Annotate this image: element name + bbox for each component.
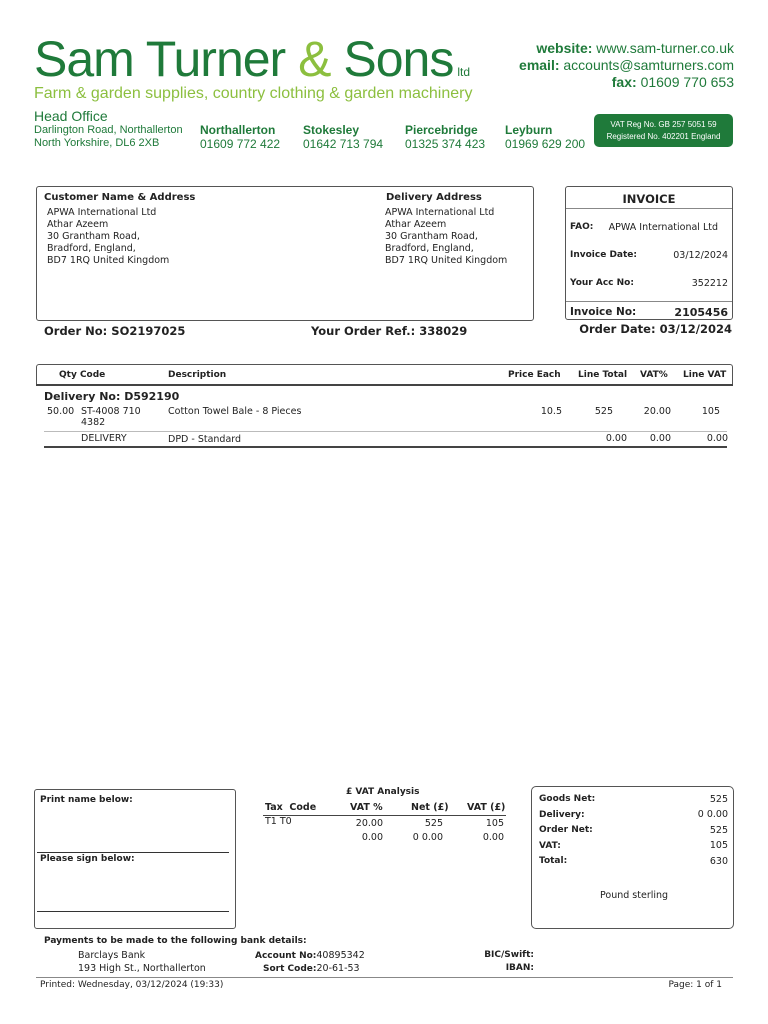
delivery-number-value: D592190 — [124, 390, 180, 403]
vat-header-tax-code: Tax Code — [265, 802, 317, 813]
printed-timestamp: Printed: Wednesday, 03/12/2024 (19:33) — [40, 980, 224, 990]
header-price-each: Price Each — [508, 370, 561, 380]
header-vat-pct: VAT% — [640, 370, 668, 380]
customer-address-line: APWA International Ltd — [47, 207, 157, 218]
print-name-label: Print name below: — [40, 795, 133, 805]
website-line — [536, 40, 734, 56]
branch-phone: 01325 374 423 — [405, 137, 486, 151]
branch-name: Stokesley — [303, 123, 360, 137]
head-office-line1: Darlington Road, Northallerton — [34, 124, 183, 136]
header-description: Description — [168, 370, 227, 380]
branch-phone: 01969 629 200 — [505, 137, 586, 151]
vat-row-net: 0 0.00 — [412, 832, 443, 843]
website-label: website: — [536, 40, 593, 56]
account-number-label: Account No: — [255, 951, 317, 961]
head-office-title: Head Office — [34, 108, 108, 124]
vat-row-vat-pct: 20.00 — [355, 818, 383, 829]
grand-total-value: 630 — [709, 856, 728, 867]
table-header — [36, 364, 733, 384]
head-office-line2: North Yorkshire, DL6 2XB — [34, 137, 160, 149]
row-description: Cotton Towel Bale - 8 Pieces — [168, 406, 302, 417]
signature-box — [34, 789, 236, 929]
account-no-value: 352212 — [691, 278, 728, 289]
row-code: ST-4008 710 — [81, 406, 141, 417]
order-date — [579, 322, 732, 336]
order-ref-value: 338029 — [419, 324, 468, 338]
delivery-label: Delivery: — [539, 810, 585, 820]
branch-name: Piercebridge — [405, 123, 478, 137]
order-net-value: 525 — [709, 825, 728, 836]
email-link[interactable]: accounts@samturners.com — [563, 57, 734, 73]
bic-swift-label: BIC/Swift: — [484, 950, 534, 960]
vat-analysis-title: £ VAT Analysis — [346, 787, 420, 797]
invoice-no-label: Invoice No: — [570, 306, 637, 318]
invoice-title: INVOICE — [622, 192, 676, 206]
invoice-no-value: 2105456 — [674, 306, 728, 319]
row-vat-pct: 20.00 — [643, 406, 671, 417]
delivery-address-label: Delivery Address — [386, 192, 482, 203]
sort-code — [263, 963, 360, 974]
branch-name: Northallerton — [200, 123, 276, 137]
vat-header-net: Net (£) — [411, 802, 449, 813]
branch-stokesley — [303, 123, 383, 151]
order-date-label: Order Date: — [579, 322, 656, 336]
order-date-value: 03/12/2024 — [659, 322, 732, 336]
fax-label: fax: — [611, 74, 637, 90]
company-tagline: Farm & garden supplies, country clothing & garden machinery — [34, 85, 473, 102]
sign-label: Please sign below: — [40, 854, 135, 864]
account-number-value: 40895342 — [316, 950, 365, 961]
order-ref-label: Your Order Ref.: — [311, 324, 416, 338]
account-number — [255, 950, 365, 961]
order-net-label: Order Net: — [539, 825, 593, 835]
fao-value: APWA International Ltd — [608, 222, 718, 233]
bank-heading: Payments to be made to the following bank details: — [44, 936, 307, 946]
website-link[interactable]: www.sam-turner.co.uk — [596, 40, 734, 56]
vat-header-vat: VAT (£) — [467, 802, 506, 813]
header-qty-code: Qty Code — [59, 370, 106, 380]
order-number — [44, 324, 185, 338]
bank-name: Barclays Bank — [78, 950, 146, 961]
vat-row-net: 525 — [424, 818, 443, 829]
vat-row-tax-code: T1 T0 — [265, 816, 292, 827]
row-line-vat: 0.00 — [706, 433, 728, 444]
row-qty: 50.00 — [47, 406, 75, 417]
sort-code-label: Sort Code: — [263, 964, 317, 974]
goods-net-value: 525 — [709, 794, 728, 805]
delivery-value: 0 0.00 — [697, 809, 728, 820]
vat-total-value: 105 — [709, 840, 728, 851]
customer-address-line: Bradford, England, — [47, 243, 136, 254]
grand-total-label: Total: — [539, 856, 568, 866]
row-line-total: 525 — [594, 406, 613, 417]
row-line-vat: 105 — [701, 406, 720, 417]
account-no-label: Your Acc No: — [570, 278, 634, 288]
vat-registration-badge — [594, 114, 733, 147]
print-name-line[interactable] — [37, 852, 229, 853]
row-code: DELIVERY — [81, 433, 127, 444]
row-vat-pct: 0.00 — [649, 433, 671, 444]
fax-number: 01609 770 653 — [640, 74, 734, 90]
customer-address-line: Athar Azeem — [47, 219, 109, 230]
order-ref — [311, 324, 467, 338]
customer-address — [47, 207, 169, 267]
invoice-date-label: Invoice Date: — [570, 250, 638, 260]
vat-header-vat-pct: VAT % — [350, 802, 383, 813]
customer-address-line: BD7 1RQ United Kingdom — [47, 255, 170, 266]
vat-reg-number: VAT Reg No. GB 257 5051 59 — [610, 120, 717, 129]
company-registered-number: Registered No. 402201 England — [606, 132, 721, 141]
invoice-date-value: 03/12/2024 — [673, 250, 728, 261]
delivery-address-line: Bradford, England, — [385, 243, 474, 254]
page-number: Page: 1 of 1 — [668, 980, 722, 990]
row-description: DPD - Standard — [168, 434, 242, 445]
delivery-address-line: Athar Azeem — [385, 219, 447, 230]
vat-row-vat-pct: 0.00 — [361, 832, 383, 843]
company-suffix: ltd — [457, 65, 471, 79]
vat-row-vat: 0.00 — [482, 832, 504, 843]
signature-line[interactable] — [37, 911, 229, 912]
email-line — [519, 57, 734, 73]
delivery-number-label: Delivery No: — [44, 390, 121, 403]
delivery-number — [44, 390, 179, 403]
vat-total-label: VAT: — [539, 841, 561, 851]
delivery-address — [385, 207, 507, 267]
fao-label: FAO: — [570, 222, 594, 232]
branch-phone: 01642 713 794 — [303, 137, 384, 151]
order-number-label: Order No: — [44, 324, 108, 338]
branch-leyburn — [505, 123, 585, 151]
address-box — [36, 186, 534, 321]
company-logo — [34, 31, 471, 87]
company-name-part2: Sons — [343, 31, 454, 87]
iban-label: IBAN: — [505, 963, 534, 973]
row-price-each: 10.5 — [540, 406, 562, 417]
sort-code-value: 20-61-53 — [316, 963, 360, 974]
branch-name: Leyburn — [505, 123, 553, 137]
totals-box — [531, 786, 734, 929]
goods-net-label: Goods Net: — [539, 794, 596, 804]
branch-piercebridge — [405, 123, 485, 151]
delivery-address-line: 30 Grantham Road, — [385, 231, 478, 242]
header-line-vat: Line VAT — [683, 370, 727, 380]
email-label: email: — [519, 57, 560, 73]
bank-address: 193 High St., Northallerton — [78, 963, 206, 974]
company-name-amp: & — [298, 31, 331, 87]
company-name-part1: Sam Turner — [34, 31, 286, 87]
vat-row-vat: 105 — [485, 818, 504, 829]
customer-address-line: 30 Grantham Road, — [47, 231, 140, 242]
row-code-continued: 4382 — [81, 417, 106, 428]
branch-northallerton — [200, 123, 280, 151]
order-number-value: SO2197025 — [111, 324, 186, 338]
currency: Pound sterling — [600, 890, 669, 901]
row-line-total: 0.00 — [605, 433, 627, 444]
delivery-address-line: APWA International Ltd — [385, 207, 495, 218]
fax-line — [612, 74, 734, 90]
customer-address-label: Customer Name & Address — [44, 192, 196, 203]
delivery-address-line: BD7 1RQ United Kingdom — [385, 255, 508, 266]
invoice-box — [565, 186, 733, 320]
branch-phone: 01609 772 422 — [200, 137, 281, 151]
header-line-total: Line Total — [578, 370, 628, 380]
